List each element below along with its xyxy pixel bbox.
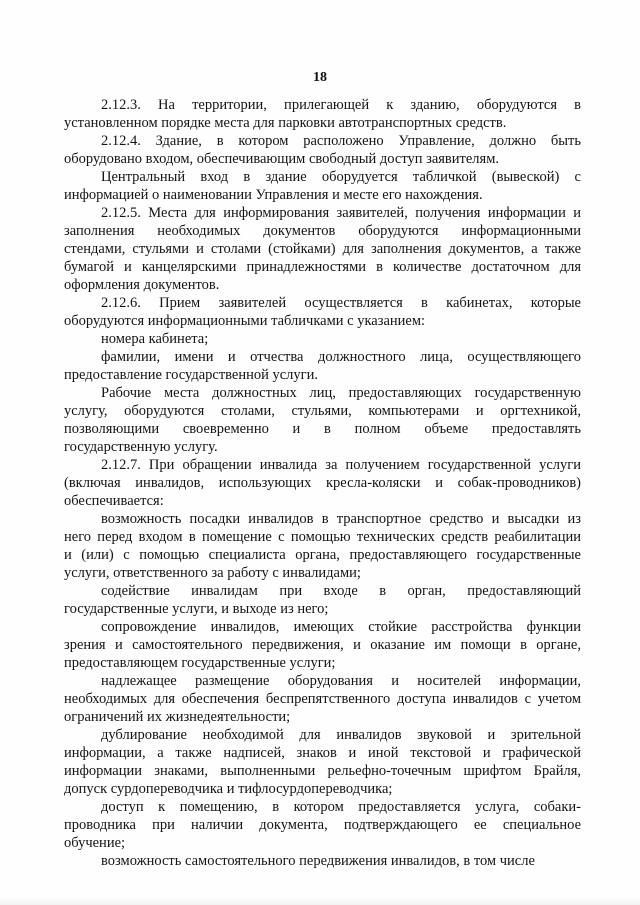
paragraph (64, 852, 581, 870)
paragraph (64, 294, 581, 330)
paragraph (64, 330, 581, 348)
text-line: 2.12.4. Здание, в котором расположено Управление, должно быть (101, 133, 581, 149)
page-number: 18 (313, 70, 327, 85)
text-line: информации, а также надписей, знаков и иной текстовой и графической (64, 745, 581, 761)
text-line: зрения и самостоятельного передвижения, и оказание им помощи в органе, (64, 637, 581, 653)
text-line: информацией о наименовании Управления и месте его нахождения. (64, 187, 483, 203)
text-line: и (или) с помощью специалиста органа, предоставляющего государственные (64, 547, 581, 563)
text-line: бумагой и канцелярскими принадлежностями в количестве достаточном для (64, 259, 581, 275)
text-line: дублирование необходимой для инвалидов звуковой и зрительной (101, 727, 581, 743)
paragraph (64, 582, 581, 618)
text-line: (включая инвалидов, использующих кресла-коляски и собак-проводников) (64, 475, 581, 491)
text-line: государственные услуги, и выходе из него; (64, 601, 329, 617)
text-line: него перед входом в помещение с помощью технических средств реабилитации (64, 529, 581, 545)
text-line: услуги, ответственного за работу с инвалидами; (64, 565, 361, 581)
text-line: необходимых для обеспечения беспрепятственного доступа инвалидов с учетом (64, 691, 581, 707)
text-line: фамилии, имени и отчества должностного лица, осуществляющего (101, 349, 581, 365)
paragraph (64, 726, 581, 798)
paragraph (64, 510, 581, 582)
text-line: сопровождение инвалидов, имеющих стойкие расстройства функции (101, 619, 581, 635)
text-line: надлежащее размещение оборудования и носителей информации, (101, 673, 581, 689)
text-line: стендами, стульями и столами (стойками) для заполнения документов, а также (64, 241, 581, 257)
paragraph (64, 618, 581, 672)
text-line: содействие инвалидам при входе в орган, предоставляющий (101, 583, 581, 599)
text-line: оборудовано входом, обеспечивающим свободный доступ заявителям. (64, 151, 500, 167)
text-line: 2.12.3. На территории, прилегающей к зданию, оборудуются в (101, 97, 581, 113)
text-line: обучение; (64, 835, 126, 851)
paragraph (64, 168, 581, 204)
paragraph (64, 384, 581, 456)
text-line: возможность самостоятельного передвижения инвалидов, в том числе (101, 853, 535, 869)
text-line: возможность посадки инвалидов в транспортное средство и высадки из (101, 511, 581, 527)
text-line: установленном порядке места для парковки автотранспортных средств. (64, 115, 507, 131)
text-line: информации знаками, выполненными рельефно-точечным шрифтом Брайля, (64, 763, 581, 779)
paragraph (64, 348, 581, 384)
text-line: предоставляющем государственные услуги; (64, 655, 336, 671)
text-line: услугу, оборудуются столами, стульями, компьютерами и оргтехникой, (64, 403, 581, 419)
paragraph (64, 798, 581, 852)
paragraph (64, 672, 581, 726)
text-line: позволяющими своевременно и в полном объеме предоставлять (64, 421, 581, 437)
paragraph (64, 132, 581, 168)
text-line: 2.12.5. Места для информирования заявителей, получения информации и (101, 205, 581, 221)
text-line: предоставление государственной услуги. (64, 367, 319, 383)
text-line: проводника при наличии документа, подтверждающего ее специальное (64, 817, 581, 833)
text-line: государственную услугу. (64, 439, 218, 455)
text-line: обеспечивается: (64, 493, 164, 509)
paragraph (64, 204, 581, 294)
text-line: 2.12.6. Прием заявителей осуществляется в кабинетах, которые (101, 295, 581, 311)
text-line: оформления документов. (64, 277, 220, 293)
text-line: Рабочие места должностных лиц, предоставляющих государственную (101, 385, 581, 401)
text-line: 2.12.7. При обращении инвалида за получением государственной услуги (101, 457, 581, 473)
text-line: номера кабинета; (101, 331, 209, 347)
text-line: доступ к помещению, в котором предоставляется услуга, собаки- (101, 799, 581, 815)
text-line: заполнения необходимых документов оборудуются информационными (64, 223, 581, 239)
paragraph (64, 96, 581, 132)
scan-edge (0, 897, 640, 905)
text-line: допуск сурдопереводчика и тифлосурдопереводчика; (64, 781, 393, 797)
document-body (64, 96, 581, 870)
text-line: оборудуются информационными табличками с указанием: (64, 313, 426, 329)
paragraph (64, 456, 581, 510)
text-line: ограничений их жизнедеятельности; (64, 709, 291, 725)
text-line: Центральный вход в здание оборудуется табличкой (вывеской) с (101, 169, 581, 185)
